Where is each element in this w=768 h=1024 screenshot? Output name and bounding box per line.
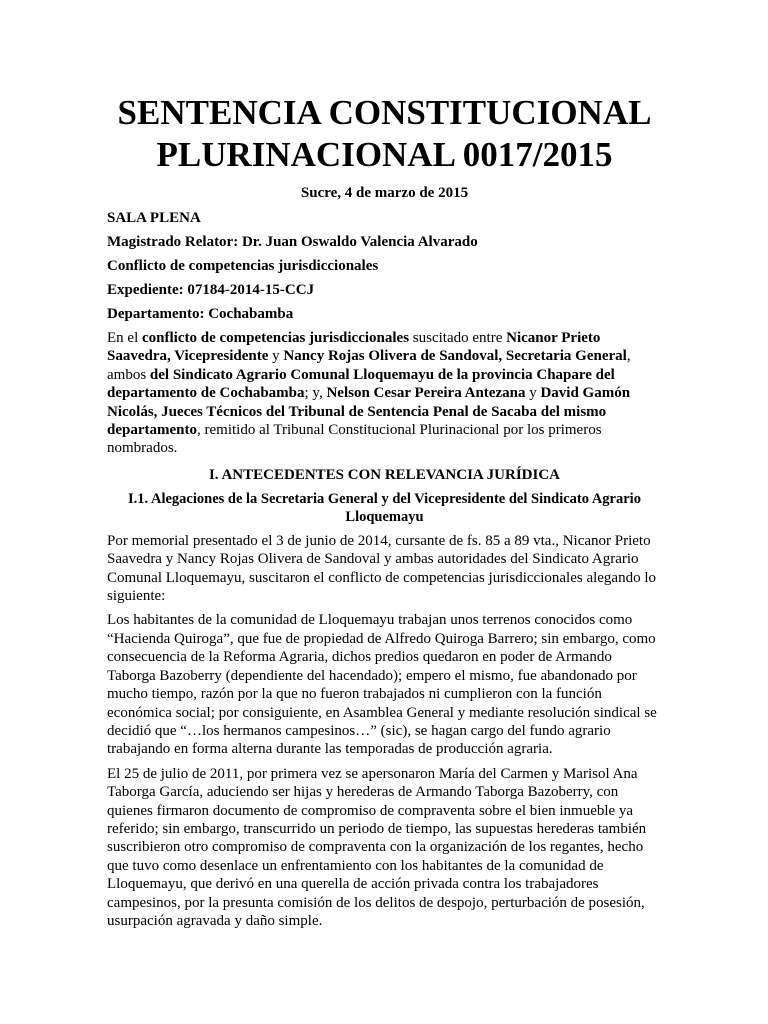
body-paragraph: Por memorial presentado el 3 de junio de 2014, cursante de fs. 85 a 89 vta., Nicanor Prieto Saavedra y Nancy Rojas Olivera de Sandoval y ambas autoridades del Sindicato Agrario Comunal Lloquemayu, suscitaron el conflicto de competencias jurisdiccionales alegando lo siguiente: bbox=[107, 532, 657, 605]
meta-sala: SALA PLENA bbox=[107, 210, 201, 226]
title-line-2: PLURINACIONAL 0017/2015 bbox=[156, 135, 613, 174]
meta-conflicto: Conflicto de competencias jurisdiccionales bbox=[107, 258, 379, 274]
intro-run-bold: Nicanor Prieto Saavedra, Vicepresidente bbox=[107, 330, 601, 365]
intro-run: , remitido al Tribunal Constitucional Plurinacional por los primeros nombrados. bbox=[107, 422, 602, 457]
intro-run: ; y, bbox=[304, 385, 327, 402]
intro-run: En el bbox=[107, 330, 142, 346]
intro-run-bold: David Gamón Nicolás, Jueces Técnicos del Tribunal de Sentencia Penal de Sacaba del mismo departamento bbox=[107, 385, 631, 439]
intro-run-bold: del Sindicato Agrario Comunal Lloquemayu de la provincia Chapare del departamento de Cochabamba bbox=[107, 366, 615, 402]
meta-departamento: Departamento: Cochabamba bbox=[107, 306, 294, 322]
document-title bbox=[107, 92, 662, 176]
body-paragraph: Los habitantes de la comunidad de Lloquemayu trabajan unos terrenos conocidos como “Hacienda Quiroga”, que fue de propiedad de Alfredo Quiroga Barrero; sin embargo, como consecuencia de la Reforma Agraria, dichos predios quedaron en poder de Armando Taborga Bazoberry (dependiente del hacendado); empero el mismo, fue abandonado por mucho tiempo, razón por la que no fueron trabajados ni cumplieron con la función económica social; por consiguiente, en Asamblea General y mediante resolución sindical se decidió que “…los hermanos campesinos…” (sic), se hagan cargo del fundo agrario trabajando en forma alterna durante las temporadas de producción agraria. bbox=[107, 612, 657, 758]
section-heading: I. ANTECEDENTES CON RELEVANCIA JURÍDICA bbox=[208, 466, 561, 483]
meta-expediente: Expediente: 07184-2014-15-CCJ bbox=[107, 282, 315, 298]
intro-paragraph bbox=[107, 329, 662, 458]
intro-run: suscitado entre bbox=[409, 330, 507, 346]
intro-run-bold: Nancy Rojas Olivera de Sandoval, Secretaria General bbox=[283, 348, 627, 365]
intro-run: y bbox=[525, 385, 541, 402]
document-date: Sucre, 4 de marzo de 2015 bbox=[300, 185, 469, 201]
intro-run-bold: Nelson Cesar Pereira Antezana bbox=[326, 385, 526, 402]
body-paragraph: El 25 de julio de 2011, por primera vez se apersonaron María del Carmen y Marisol Ana Taborga García, aduciendo ser hijas y herederas de Armando Taborga Bazoberry, con quienes firmaron documento de compromiso de compraventa sobre el bien inmueble ya referido; sin embargo, transcurrido un periodo de tiempo, las supuestas herederas también suscribieron otro compromiso de compraventa con la organización de los regantes, hecho que tuvo como desenlace un enfrentamiento con los habitantes de la comunidad de Lloquemayu, que derivó en una querella de acción privada contra los trabajadores campesinos, por la presunta comisión de los delitos de despojo, perturbación de posesión, usurpación agravada y daño simple. bbox=[107, 765, 647, 929]
intro-run: , ambos bbox=[107, 348, 631, 383]
title-line-1: SENTENCIA CONSTITUCIONAL bbox=[117, 93, 652, 132]
intro-run: y bbox=[268, 348, 284, 365]
intro-run-bold: conflicto de competencias jurisdiccionales bbox=[142, 330, 410, 346]
subsection-heading: I.1. Alegaciones de la Secretaria General y del Vicepresidente del Sindicato Agrario Lloquemayu bbox=[128, 490, 641, 525]
meta-magistrado: Magistrado Relator: Dr. Juan Oswaldo Valencia Alvarado bbox=[107, 234, 478, 250]
